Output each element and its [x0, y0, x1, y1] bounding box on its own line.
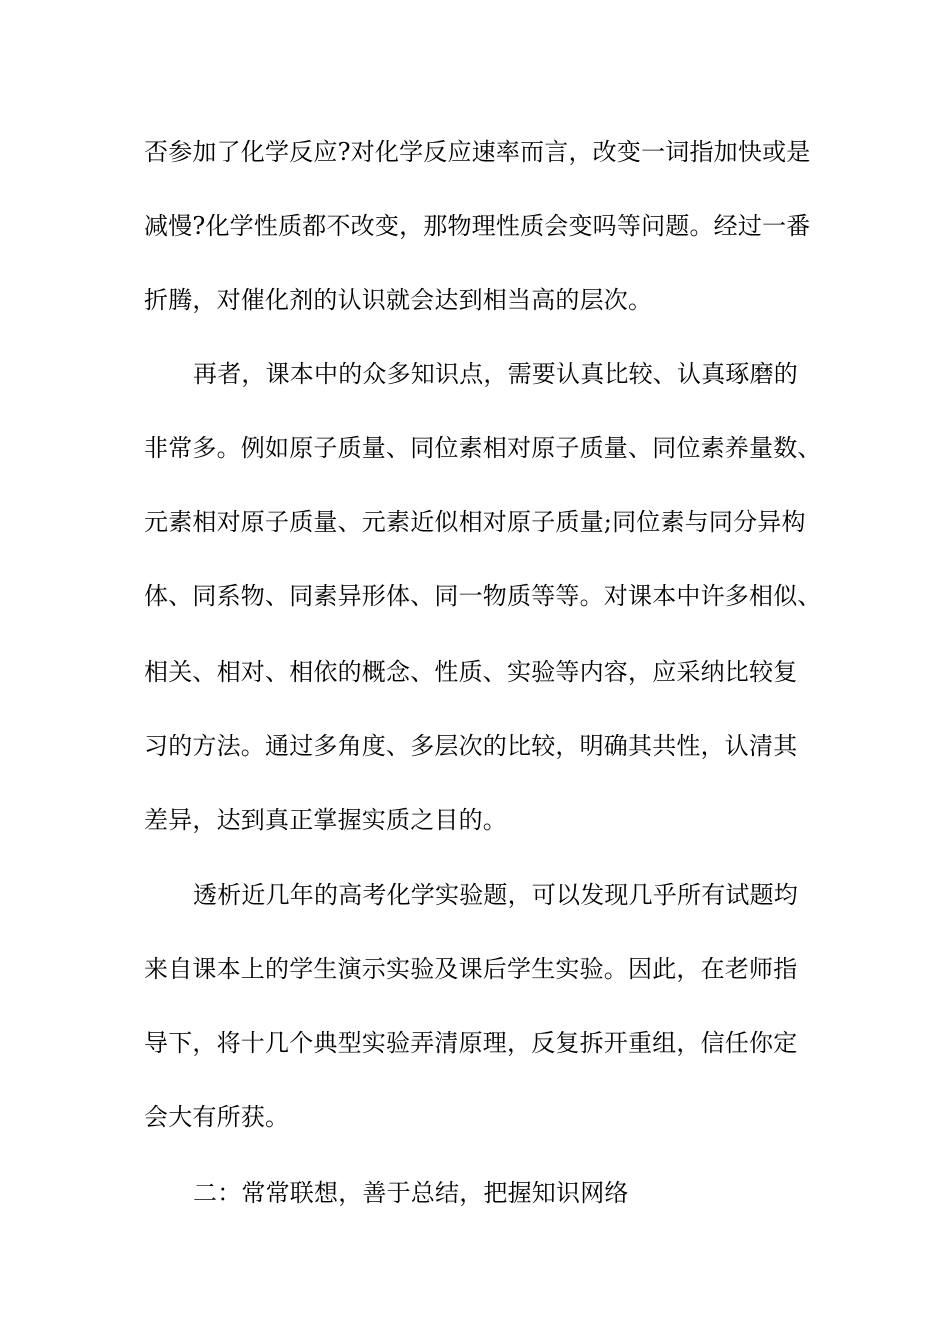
- text-line: 元素相对原子质量、元素近似相对原子质量;同位素与同分异构: [144, 508, 806, 536]
- text-line: 否参加了化学反应?对化学反应速率而言，改变一词指加快或是: [144, 138, 811, 166]
- text-line: 差异，达到真正掌握实质之目的。: [144, 806, 507, 834]
- text-line: 体、同系物、同素异形体、同一物质等等。对课本中许多相似、: [144, 582, 822, 610]
- text-line: 导下，将十几个典型实验弄清原理，反复拆开重组，信任你定: [144, 1029, 798, 1057]
- text-line: 相关、相对、相依的概念、性质、实验等内容，应采纳比较复: [144, 658, 798, 686]
- paragraph-start-line: 再者，课本中的众多知识点，需要认真比较、认真琢磨的: [193, 360, 798, 388]
- text-line: 减慢?化学性质都不改变，那物理性质会变吗等问题。经过一番: [144, 212, 811, 240]
- text-line: 非常多。例如原子质量、同位素相对原子质量、同位素养量数、: [144, 434, 822, 462]
- section-heading: 二：常常联想，善于总结，把握知识网络: [193, 1179, 629, 1207]
- text-line: 折腾，对催化剂的认识就会达到相当高的层次。: [144, 286, 653, 314]
- paragraph-start-line: 透析近几年的高考化学实验题，可以发现几乎所有试题均: [193, 881, 798, 909]
- text-line: 来自课本上的学生演示实验及课后学生实验。因此，在老师指: [144, 955, 798, 983]
- text-line: 习的方法。通过多角度、多层次的比较，明确其共性，认清其: [144, 732, 798, 760]
- text-line: 会大有所获。: [144, 1103, 290, 1131]
